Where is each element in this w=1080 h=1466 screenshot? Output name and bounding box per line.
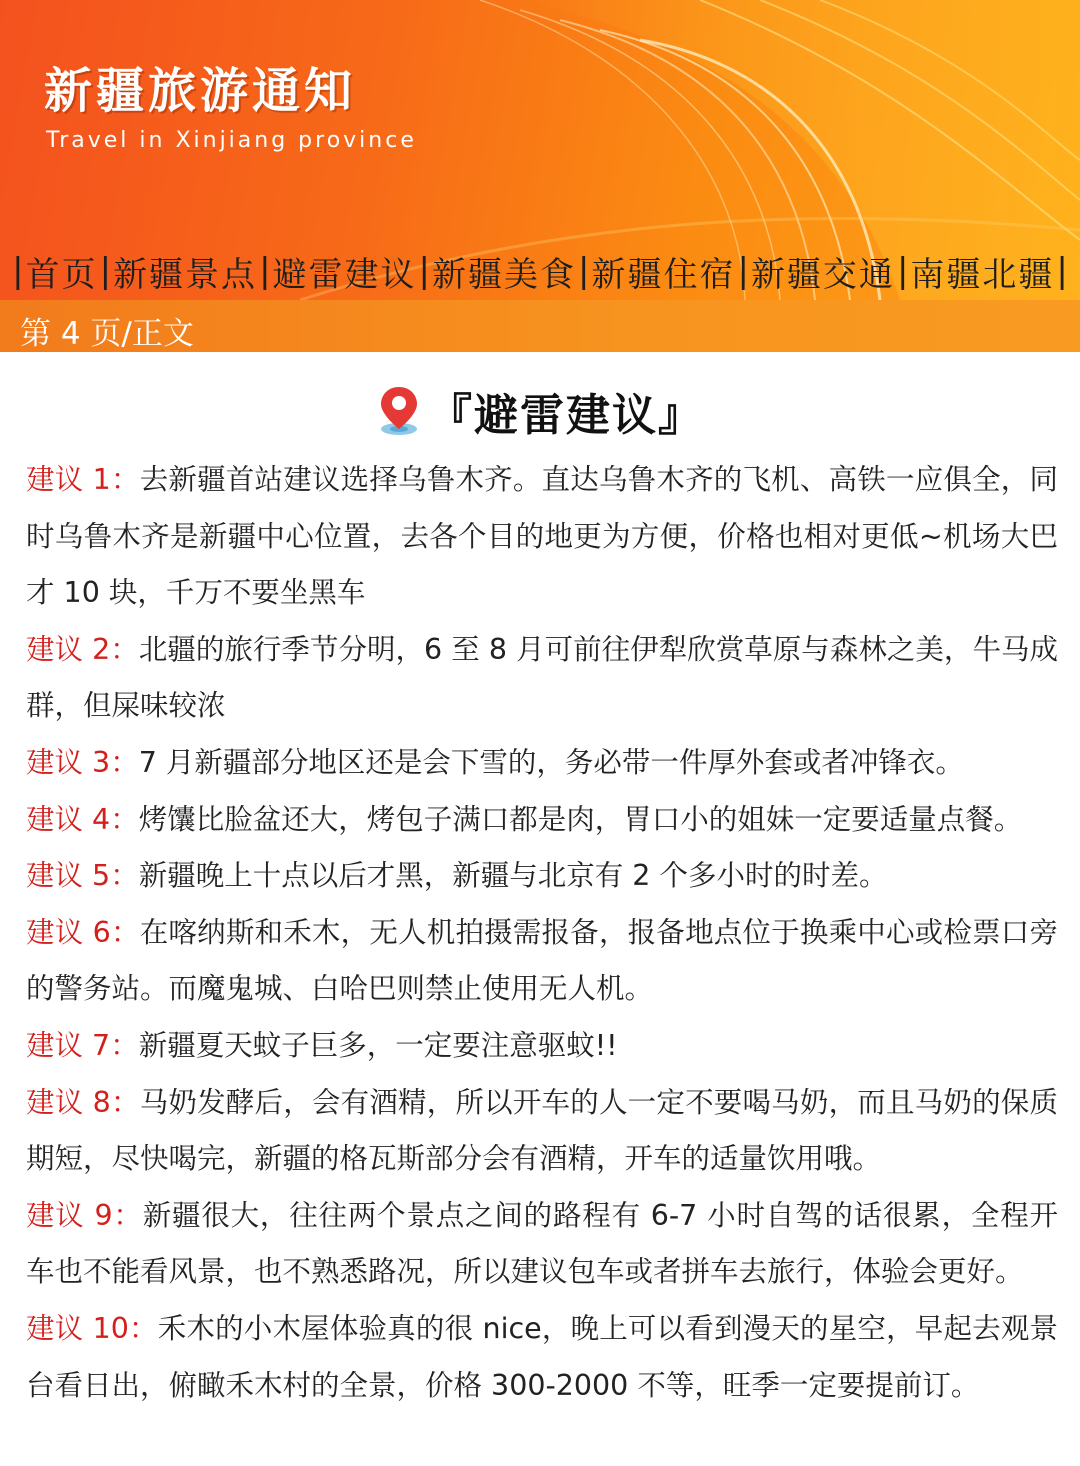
nav-item-regions[interactable]: 南疆北疆: [910, 254, 1055, 295]
nav-item-attractions[interactable]: 新疆景点: [113, 254, 258, 295]
tip-label: 建议 9：: [26, 1198, 143, 1232]
top-nav: | 首页 | 新疆景点 | 避雷建议 | 新疆美食 | 新疆住宿 | 新疆交通 | 南疆北疆 |: [0, 248, 1080, 294]
nav-item-home[interactable]: 首页: [25, 254, 98, 295]
section-heading-text: 『避雷建议』: [428, 390, 704, 441]
tip-item: [26, 622, 1058, 735]
tip-text: 北疆的旅行季节分明，6 至 8 月可前往伊犁欣赏草原与森林之美，牛马成群，但屎味较浓: [26, 632, 1058, 723]
tip-item: [26, 792, 1058, 849]
tip-text: 新疆晚上十点以后才黑，新疆与北京有 2 个多小时的时差。: [138, 859, 888, 893]
tip-label: 建议 5：: [26, 859, 139, 893]
tip-text: 新疆很大，往往两个景点之间的路程有 6-7 小时自驾的话很累，全程开车也不能看风景，也不熟悉路况，所以建议包车或者拼车去旅行，体验会更好。: [26, 1198, 1058, 1289]
tip-text: 新疆夏天蚊子巨多，一定要注意驱蚊!!: [138, 1028, 618, 1062]
tip-item: [26, 905, 1058, 1018]
tip-text: 马奶发酵后，会有酒精，所以开车的人一定不要喝马奶，而且马奶的保质期短，尽快喝完，新疆的格瓦斯部分会有酒精，开车的适量饮用哦。: [26, 1085, 1058, 1176]
location-pin-icon: [376, 385, 422, 437]
nav-item-transport[interactable]: 新疆交通: [750, 254, 895, 295]
tip-label: 建议 10：: [26, 1311, 158, 1345]
tip-text: 禾木的小木屋体验真的很 nice，晚上可以看到漫天的星空，早起去观景台看日出，俯瞰禾木村的全景，价格 300-2000 不等，旺季一定要提前订。: [26, 1311, 1059, 1402]
nav-item-food[interactable]: 新疆美食: [432, 254, 576, 295]
tip-item: [26, 1075, 1058, 1188]
tip-label: 建议 8：: [26, 1085, 140, 1119]
tip-label: 建议 6：: [26, 915, 140, 949]
banner-title: 新疆旅游通知: [44, 63, 357, 119]
tip-label: 建议 1：: [26, 463, 140, 496]
tip-text: 去新疆首站建议选择乌鲁木齐。直达乌鲁木齐的飞机、高铁一应俱全，同时乌鲁木齐是新疆中心位置，去各个目的地更为方便，价格也相对更低~机场大巴才 10 块，千万不要坐黑车: [26, 463, 1058, 610]
tip-text: 烤馕比脸盆还大，烤包子满口都是肉，胃口小的姐妹一定要适量点餐。: [138, 802, 1023, 836]
tip-item: [26, 1188, 1058, 1301]
tip-text: 7 月新疆部分地区还是会下雪的，务必带一件厚外套或者冲锋衣。: [138, 745, 964, 779]
tip-item: [26, 452, 1058, 622]
banner-subtitle: Travel in Xinjiang province: [46, 128, 417, 153]
header-banner: [0, 0, 1080, 300]
page-label: 第 4 页/正文: [20, 316, 194, 352]
tip-item: [26, 735, 1058, 792]
nav-item-tips[interactable]: 避雷建议: [272, 254, 417, 295]
tip-item: [26, 1018, 1058, 1075]
tips-list: [26, 452, 1058, 1414]
tip-label: 建议 2：: [26, 632, 139, 666]
section-heading: [0, 380, 1080, 442]
tip-label: 建议 4：: [26, 802, 139, 836]
tip-label: 建议 3：: [26, 745, 139, 779]
page-indicator-bar: [0, 300, 1080, 352]
tip-text: 在喀纳斯和禾木，无人机拍摄需报备，报备地点位于换乘中心或检票口旁的警务站。而魔鬼城、白哈巴则禁止使用无人机。: [26, 915, 1058, 1006]
nav-item-lodging[interactable]: 新疆住宿: [591, 254, 736, 295]
tip-item: [26, 848, 1058, 905]
tip-label: 建议 7：: [26, 1028, 139, 1062]
tip-item: [26, 1301, 1058, 1414]
